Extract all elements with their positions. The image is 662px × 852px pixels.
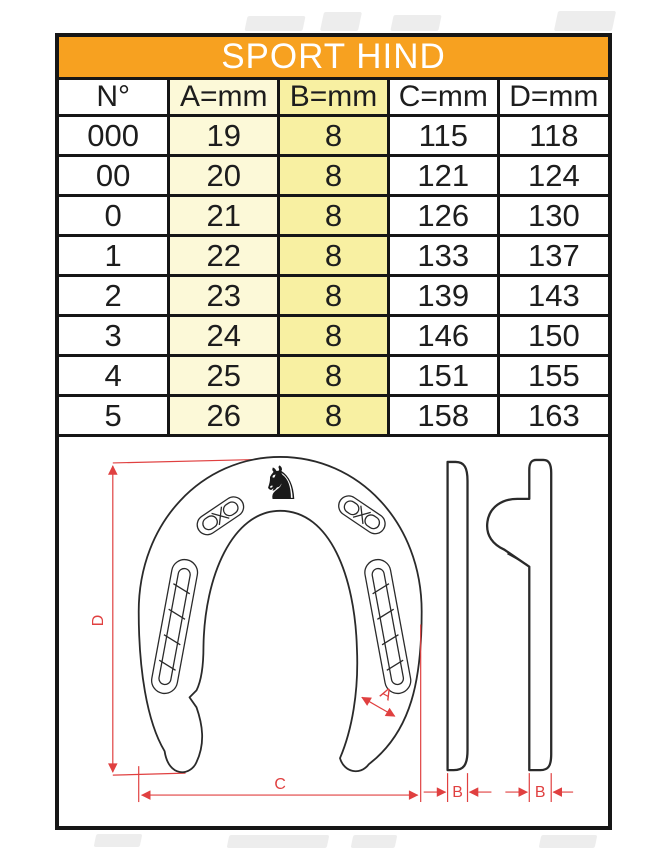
cell: 8 xyxy=(279,116,389,156)
dimension-c-label: C xyxy=(274,776,286,794)
column-header: A=mm xyxy=(169,79,279,116)
cell: 126 xyxy=(388,196,498,236)
watermark-artifact xyxy=(554,11,616,31)
watermark-artifact xyxy=(244,16,305,31)
watermark-artifact xyxy=(539,835,598,848)
watermark-artifact xyxy=(227,835,330,848)
table-title: SPORT HIND xyxy=(59,37,608,79)
side-view-plain xyxy=(448,462,468,770)
cell: 143 xyxy=(498,276,608,316)
cell: 24 xyxy=(169,316,279,356)
size-table xyxy=(59,37,608,437)
cell: 22 xyxy=(169,236,279,276)
cell: 00 xyxy=(59,156,169,196)
column-header-row xyxy=(59,79,608,116)
column-header: N° xyxy=(59,79,169,116)
cell: 150 xyxy=(498,316,608,356)
dimension-d-label: D xyxy=(89,614,107,627)
table-row xyxy=(59,236,608,276)
table-row xyxy=(59,396,608,436)
cell: 8 xyxy=(279,316,389,356)
watermark-artifact xyxy=(320,12,362,31)
cell: 21 xyxy=(169,196,279,236)
cell: 139 xyxy=(388,276,498,316)
cell: 130 xyxy=(498,196,608,236)
technical-drawing xyxy=(59,437,608,826)
cell: 4 xyxy=(59,356,169,396)
dimension-a-label: A xyxy=(377,684,395,705)
dimension-b-label: B xyxy=(452,784,463,802)
horseshoe-drawing xyxy=(59,437,608,826)
cell: 5 xyxy=(59,396,169,436)
watermark-artifact xyxy=(94,834,143,847)
column-header: D=mm xyxy=(498,79,608,116)
table-row xyxy=(59,116,608,156)
cell: 146 xyxy=(388,316,498,356)
cell: 124 xyxy=(498,156,608,196)
table-row xyxy=(59,316,608,356)
cell: 2 xyxy=(59,276,169,316)
table-title-row xyxy=(59,37,608,79)
cell: 000 xyxy=(59,116,169,156)
table-row xyxy=(59,196,608,236)
table-row xyxy=(59,356,608,396)
cell: 115 xyxy=(388,116,498,156)
cell: 137 xyxy=(498,236,608,276)
cell: 151 xyxy=(388,356,498,396)
cell: 118 xyxy=(498,116,608,156)
table-row xyxy=(59,276,608,316)
cell: 8 xyxy=(279,396,389,436)
cell: 8 xyxy=(279,276,389,316)
cell: 19 xyxy=(169,116,279,156)
watermark-artifact xyxy=(351,835,398,848)
cell: 20 xyxy=(169,156,279,196)
horseshoe-front-view xyxy=(139,456,422,772)
dimension-b-plain xyxy=(424,773,492,802)
side-view-clip xyxy=(487,460,551,770)
cell: 1 xyxy=(59,236,169,276)
cell: 8 xyxy=(279,236,389,276)
cell: 163 xyxy=(498,396,608,436)
dimension-b-label: B xyxy=(534,784,546,802)
cell: 3 xyxy=(59,316,169,356)
horse-head-logo: ♞ xyxy=(260,455,302,510)
cell: 133 xyxy=(388,236,498,276)
cell: 25 xyxy=(169,356,279,396)
cell: 26 xyxy=(169,396,279,436)
cell: 121 xyxy=(388,156,498,196)
size-table-body xyxy=(59,116,608,436)
cell: 0 xyxy=(59,196,169,236)
cell: 8 xyxy=(279,196,389,236)
column-header: C=mm xyxy=(388,79,498,116)
watermark-artifact xyxy=(390,15,441,31)
column-header: B=mm xyxy=(279,79,389,116)
cell: 8 xyxy=(279,156,389,196)
horseshoe-spec-sheet xyxy=(55,33,612,830)
cell: 158 xyxy=(388,396,498,436)
cell: 23 xyxy=(169,276,279,316)
table-row xyxy=(59,156,608,196)
cell: 8 xyxy=(279,356,389,396)
dimension-b-clip xyxy=(505,773,573,802)
cell: 155 xyxy=(498,356,608,396)
